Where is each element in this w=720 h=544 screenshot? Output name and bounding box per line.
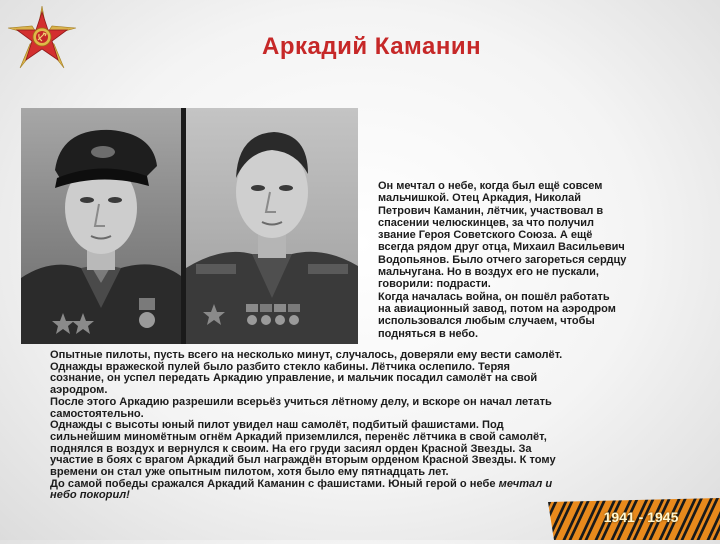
order-star-emblem-icon bbox=[6, 4, 78, 70]
portrait-photo-cap bbox=[21, 108, 181, 344]
biography-closing-emphasis: мечтал и небо покорил! bbox=[50, 477, 553, 502]
page-title: Аркадий Каманин bbox=[262, 33, 482, 60]
portrait-photo-uniform bbox=[186, 108, 358, 344]
st-george-ribbon-icon bbox=[548, 496, 720, 540]
biography-main-text bbox=[50, 350, 690, 502]
ribbon-years-label: 1941 - 1945 bbox=[603, 509, 679, 525]
biography-main-body: Опытные пилоты, пусть всего на несколько минут, случалось, доверяли ему вести самолёт. Однажды вражеской пулей было разбито стекло кабины. Лётчика ослепило. Теряя сознание, он успел передать Аркадию управление, и мальчик посадил самолёт на свой аэродром. После этого Аркадию разрешили всерьёз учиться лётному делу, и вскоре он начал летать самостоятельно. Однажды с высоты юный пилот увидел наш самолёт, подбитый фашистами. Под сильнейшим миномётным огнём Аркадий приземлился, перенёс лётчика в свой самолёт, поднялся в воздух и вернулся к своим. На его груди засиял орден Красной Звезды. За участие в боях с врагом Аркадий был награждён вторым орденом Красной Звезды. К тому времени он стал уже опытным пилотом, хотя было ему пятнадцать лет. До самой победы сражался Аркадий Каманин с фашистами. Юный герой о небе bbox=[50, 349, 563, 490]
biography-intro-text: Он мечтал о небе, когда был ещё совсем мальчишкой. Отец Аркадия, Николай Петрович Каманин, лётчик, участвовал в спасении челюскинцев, за что получил звание Героя Советского Союза. А ещё всегда рядом друг отца, Михаил Васильевич Водопьянов. Было отчего загореться сердцу мальчугана. Но в воздух его не пускали, говорили: подрасти. Когда началась война, он пошёл работать на авиационный завод, потом на аэродром использовался любым случаем, чтобы подняться в небо. bbox=[378, 180, 627, 340]
portrait-photos bbox=[21, 108, 358, 344]
